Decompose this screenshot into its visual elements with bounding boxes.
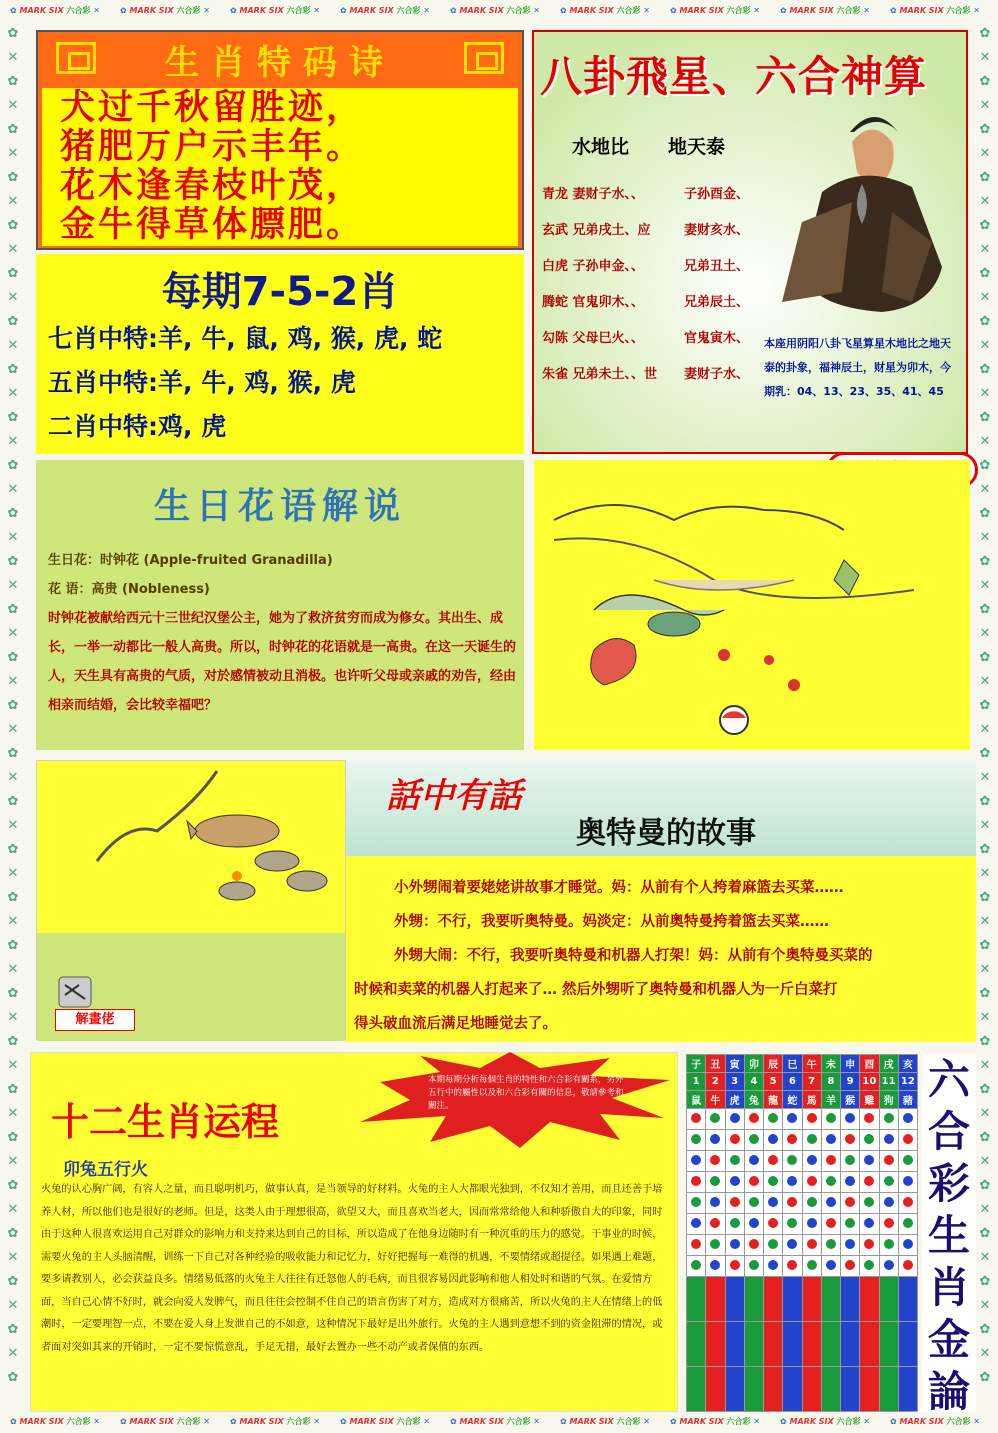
story-panel xyxy=(346,760,976,1042)
jiehualao-badge xyxy=(55,975,135,1031)
pig-illustration xyxy=(37,761,347,933)
bagua-title: 八卦飛星、六合神算 xyxy=(540,52,928,101)
bagua-col-right: 子孙酉金、 妻财亥水、 兄弟丑土、 兄弟辰土、 官鬼寅木、 妻财子水、 xyxy=(684,187,750,382)
frame-icon xyxy=(464,42,504,74)
fortune-body: 火兔的认心胸广阔，有容人之量，而且聪明机巧，做事认真，是当领导的好材料。火兔的主人大都眼光独到，不仅知才善用，而且还善于培养人材，所以他们也是很好的老师。但是，这类人由于理想很高，欲望又大，而且喜欢当老大，因而常常给他人和种骄傲自大的印象，同时由于这种人很喜欢运用自己对群众的影响力和支持来达到自己的目标，所以造成了在他身边随时有一种沉重的压力的感觉。干事业的时候，需要火兔的主人头脑清醒，训练一下自己对各种经验的吸收能力和记忆力，好好把握每一难得的机遇，不要情绪或超提径。如果遇上难题，要多请教别人，必会获益良多。情绪易低落的火兔主人往往有迁怒他人的毛病，而且很容易因此影响和他人相处时和谐的气氛。在爱情方面，当自己心情不好时，就会向爱人发脾气，而且往往会控制不住自己的语言伤害了对方，造成对方很痛苦，所以火兔的主人在情绪上的低潮时，一定要理智一点，不要在爱人身上发泄自己的不如意，这种情况下最好是出外旅行。火兔的主人遇到意想不到的资金阻滞的情况，或者面对突如其来的开销时，一定不要惊慌意乱，手足无措，最好去置办一些不动产或者保值的东西。 xyxy=(41,1184,663,1353)
bottom-border: ✿ MARK SIX 六合彩 ✕ ✿ MARK SIX 六合彩 ✕ ✿ MARK SIX 六合彩 ✕ ✿ MARK SIX 六合彩 ✕ ✿ MARK SIX 六合彩 ✕ ✿ MARK SIX 六合彩 ✕ ✿ MARK SIX 六合彩 ✕ ✿ MARK SIX 六合彩 ✕ ✿ MARK SIX 六合彩 ✕ xyxy=(10,1417,980,1426)
picks-row: 七肖中特:羊, 牛, 鼠, 鸡, 猴, 虎, 蛇 xyxy=(48,324,443,353)
poem-title: 生肖特码诗 xyxy=(165,42,395,83)
top-border: ✿ MARK SIX 六合彩 ✕ ✿ MARK SIX 六合彩 ✕ ✿ MARK SIX 六合彩 ✕ ✿ MARK SIX 六合彩 ✕ ✿ MARK SIX 六合彩 ✕ ✿ MARK SIX 六合彩 ✕ ✿ MARK SIX 六合彩 ✕ ✿ MARK SIX 六合彩 ✕ ✿ MARK SIX 六合彩 ✕ xyxy=(10,6,980,15)
story-subtitle: 話中有話 xyxy=(386,776,522,816)
poem-line: 金牛得草体膘肥。 xyxy=(60,204,365,245)
story-para: 小外甥闹着要姥姥讲故事才睡觉。妈：从前有个人挎着麻篮去买菜…… xyxy=(394,880,844,896)
fortune-subtitle: 卯兔五行火 xyxy=(63,1160,148,1180)
poem-line: 犬过千秋留胜迹， xyxy=(60,87,365,128)
birthday-flower-panel xyxy=(36,460,524,750)
hexagram-left: 水地比 xyxy=(572,136,630,158)
bagua-panel xyxy=(532,30,968,454)
picks-title: 每期7-5-2肖 xyxy=(161,269,399,315)
story-para: 外甥：不行，我要听奥特曼。妈淡定：从前奥特曼挎着篮去买菜…… xyxy=(394,914,829,930)
picks-row: 二肖中特:鸡, 虎 xyxy=(48,412,227,441)
picks-row: 五肖中特:羊, 牛, 鸡, 猴, 虎 xyxy=(48,368,356,397)
pig-illustration-panel xyxy=(36,760,346,1040)
story-title: 奥特曼的故事 xyxy=(576,816,756,851)
fortune-title: 十二生肖运程 xyxy=(51,1100,280,1144)
badge-label: 解畫佬 xyxy=(55,1009,135,1031)
golden-theory-title: 六 合 彩 生 肖 金 論 xyxy=(922,1054,976,1412)
starburst-note xyxy=(350,1052,680,1152)
hexagram-right: 地天泰 xyxy=(668,136,726,158)
story-para: 外甥大闹：不行，我要听奥特曼和机器人打架！妈：从前有个奥特曼买菜的 xyxy=(394,948,873,964)
right-border: ✿ ✕ ✿ ✕ ✿ ✕ ✿ ✕ ✿ ✕ ✿ ✕ ✿ ✕ ✿ ✕ ✿ ✕ ✿ ✕ ✿ ✕ ✿ ✕ ✿ ✕ ✿ ✕ ✿ ✕ ✿ ✕ ✿ ✕ ✿ ✕ ✿ ✕ ✿ ✕ ✿ ✕ ✿ ✕ ✿ ✕ ✿ ✕ ✿ ✕ ✿ ✕ ✿ ✕ ✿ ✕ ✿ xyxy=(979,26,991,1385)
frame-icon xyxy=(56,42,96,74)
xuanji-badge: 玄機圖 xyxy=(826,452,978,488)
zodiac-grid: 子 丑 寅 卯 辰 巳 午 未 申 酉 戌 亥 1 2 3 4 5 6 7 8 9 10 11 12 鼠 牛 虎 兔 龍 蛇 馬 羊 猴 雞 狗 豬 xyxy=(686,1054,918,1412)
book-icon xyxy=(55,975,95,1009)
left-border: ✿ ✕ ✿ ✕ ✿ ✕ ✿ ✕ ✿ ✕ ✿ ✕ ✿ ✕ ✿ ✕ ✿ ✕ ✿ ✕ ✿ ✕ ✿ ✕ ✿ ✕ ✿ ✕ ✿ ✕ ✿ ✕ ✿ ✕ ✿ ✕ ✿ ✕ ✿ ✕ ✿ ✕ ✿ ✕ ✿ ✕ ✿ ✕ ✿ ✕ ✿ ✕ ✿ ✕ ✿ ✕ ✿ xyxy=(7,26,19,1385)
flower-title: 生日花语解说 xyxy=(153,485,406,527)
flower-body: 时钟花被献给西元十三世纪汉堡公主，她为了救济贫穷而成为修女。其出生、成长，一举一动都比一般人高贵。所以，时钟花的花语就是一高贵。在这一天诞生的人，天生具有高贵的气质，对於感情被动且消极。也许听父母或亲戚的劝告，经由相亲而结婚，会比较幸福吧？ xyxy=(48,611,517,713)
story-para: 时候和卖菜的机器人打起来了… 然后外甥听了奥特曼和机器人为一斤白菜打 xyxy=(354,982,838,998)
sage-figure-image xyxy=(762,102,958,317)
bagua-col-left: 青龙 妻财子水、、 玄武 兄弟戌土、应 白虎 子孙申金、、 腾蛇 官鬼卯木、、 勾陈 父母巳火、、 朱雀 兄弟未土、、世 xyxy=(542,187,658,382)
story-para: 得头破血流后满足地睡觉去了。 xyxy=(354,1016,557,1032)
landscape-illustration xyxy=(534,460,970,750)
flower-name: 生日花：时钟花 (Apple-fruited Granadilla) xyxy=(48,553,333,568)
bagua-note: 本座用阴阳八卦飞星算星木地比之地天泰的卦象，福神辰土，财星为卯木，今期乳：04、13、23、35、41、45 xyxy=(764,337,951,398)
poem-line: 花木逢春枝叶茂， xyxy=(60,165,365,206)
flower-meaning: 花 语：高贵 (Nobleness) xyxy=(48,582,210,597)
zodiac-picks-panel xyxy=(36,254,524,454)
starburst-text: 本期每期分析每個生肖的特性和六合彩有關系，另外五行中的屬性以及和六合彩有關的信息，敬請參考和關注。 xyxy=(428,1075,624,1111)
poem-line: 猪肥万户示丰年。 xyxy=(60,126,365,167)
zodiac-poem-panel xyxy=(36,30,524,250)
